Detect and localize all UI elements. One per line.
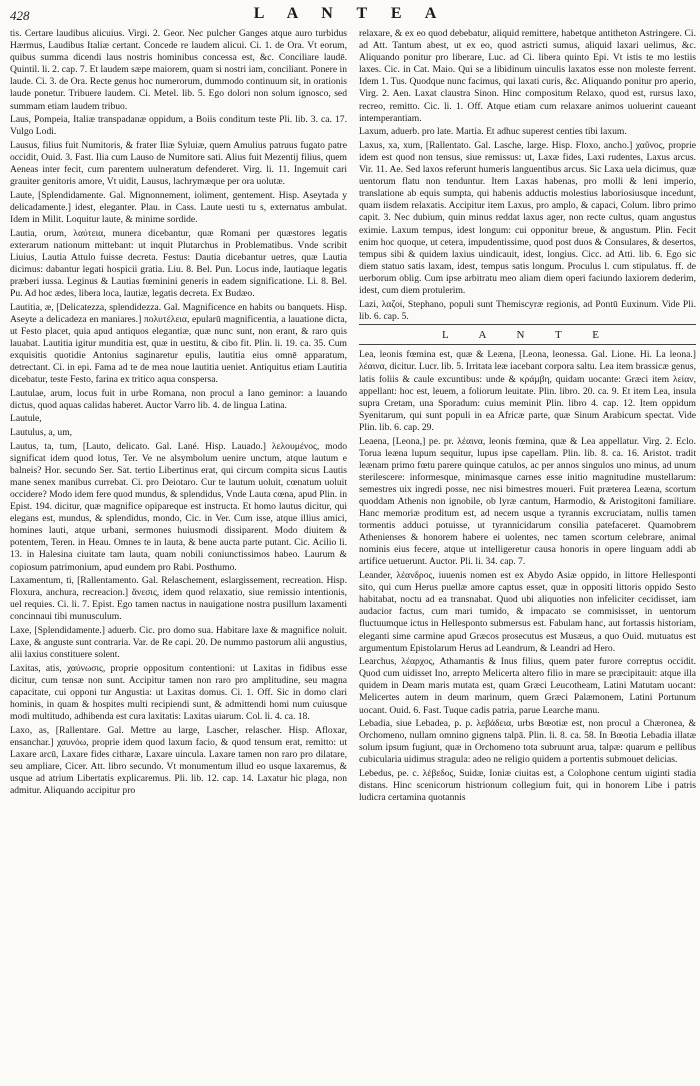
dictionary-entry: relaxare, & ex eo quod debebatur, aliquid remittere, habetque antitheton Astringere. Ci. ad Att. Tantum abest, ut ex eo, quod astricti sumus, aliquid laxari uelimus, &c. Aliquando ponitur pro liberare, Luc. ad Ci. libera quinto Epi. Vt istis te mo lestiis laxes. Cic. in Cat. Maio. Qui se a libidinum uinculis laxatos esse non moleste ferrent. Idem 1. Tus. Quodque nunc facimus, qui laxati curis, &c. Aliquando ponitur pro aperio, Virg. 2. Aen. Laxat claustra Sinon. Hinc compositum Relaxo, quod est, rursus laxo, recreo, remitto. Cic. li. 1. Off. Atque etiam cum relaxare animos uoluerint caueant intemperantiam. [359, 28, 696, 124]
right-column [359, 28, 696, 1078]
dictionary-entry: Laxum, aduerb. pro late. Martia. Et adhuc superest centies tibi laxum. [359, 126, 627, 138]
text-columns [10, 28, 696, 1078]
dictionary-entry: Lautitia, æ, [Delicatezza, splendidezza. Gal. Magnificence en habits ou banquets. Hisp. Aseyte a delicadeza en maniares.] πολυτέλεια, epularū magnificentia, a lauatione dicta, ut Festo placet, quia apud antiquos elegantiæ, quæ nunc sunt, non erant, & raro quis lauabat. Lautitia igitur munditia est, quæ in uestitu, & cibo fit. Plin. li. 19. ca. 35. Cum exquisitis quotidie Antonius saginaretur epulis, lautitia eius omnē apparatum, detrectant. Ci. in epi. Fama ad te de mea noue lautitia ueniet. Antiquitus etiam Lautitia dicebatur, teste Festo, farina ex tritico aqua conspersa. [10, 301, 347, 386]
section-heading: L A N T E [441, 329, 614, 342]
page-number: 428 [10, 8, 30, 23]
dictionary-entry: Lautia, orum, λαύτεια, munera dicebantur, quæ Romani per quæstores legatis exterarum nationum mittebant: ut inquit Plutarchus in Problematibus. Vnde scribit Liuius, Lautia Attulo fuisse decreta. Festus: Dautia dicebantur uetres, quæ Lautia dicimus: dabantur legati hospicii gratia. Liu. 8. Bel. Pun. Locus inde, lautiaque legatis præberi iussa. Leginus & Lautias fœminini generis in eadem significatione. Li. 8. Bel. Pu. Ad hoc ædes, libera loca, lautiæ, legatis decreta. Ex Budæo. [10, 227, 347, 299]
dictionary-entry: Lausus, filius fuit Numitoris, & frater Iliæ Syluiæ, quem Amulius patruus fugato patre occidit, Ouid. 3. Fast. Ilia cum Lauso de Numitore sati. Alius fuit Mezentij filius, quem Aeneas inter fecit, cum parentem uulneratum defenderet. Virg. li. 11. Ingemuit cari grauiter genitoris amore, Vt uidit, Lausus, lachrymæque per ora uolutæ. [10, 139, 347, 188]
dictionary-entry: Laxamentum, ti, [Rallentamento. Gal. Relaschement, eslargissement, recreation. Hisp. Floxura, anchura, recreacion.] ἄνεσις, idem quod relaxatio, siue remissio intentionis, uel requies. Ci. li. 7. Epist. Ego tamen nactus in nauigatione nostra pusillum laxamenti concinnaui tibi munusculum. [10, 575, 347, 623]
dictionary-entry: Lautus, ta, tum, [Lauto, delicato. Gal. Lané. Hisp. Lauado.] λελουμένος, modo significat idem quod lotus, Ter. Ve ne alsymbolum uenire unctum, atque lautum e balneis? Hor. secundo Ser. Sat. tertio Libertinus erat, qui circum compita sicus Lautis mane senex manibus currebat. Ci. pro Deiotaro. Cur te lautum uoluit, cœnatum uoluit occidere? Modo idem fere quod mundus, & splendidus, Vnde Lauta cœna, apud Plin. in Epist. 194. dicitur, quæ magnifice opipareque est instructa. Et homo lautus dicitur, qui elegans est, mundus, & splendidus, mondo, Cic. in Ver. Cum isse, atque illius amici, homines lauti, atque urbani, sermones huiusmodi dissiparent. Modo diuitem & potentem, Teren. in Heau. Omnes te in lauta, & bene aucta parte putant. Cic. Acilio li. 13. in Halesina ciuitate tam lauta, quam nobili coniunctissimos habeo. Laurum & copiosum patrimonium, apud eundem pro Rabi. Posthumo. [10, 440, 347, 573]
dictionary-entry: Learchus, λέαρχος, Athamantis & Inus filius, quem pater furore correptus occidit. Quod cum uidisset Ino, arrepto Melicerta altero filio in mare se præcipitauit: atque illa quidem in Deam maris mutata est, quam Græci Leucotheam, Latini Matutam uocant: Melicertes autem in deum marinum, quem Græci Palæmonem, Latini Portunum uocant. Ouid. 6. Fast. Tuque cadis patria, parue Learche manu. [359, 656, 696, 716]
dictionary-entry: Laxitas, atis, χαύνωσις, proprie oppositum contentioni: ut Laxitas in fidibus esse dicitur, cum tensæ non sunt. Accipitur tamen non raro pro amplitudine, seu magna capacitate, cui opponi tur Angustia: ut Laxitas domus. Ci. 1. Off. Sic in domo clari hominis, in quam & hospites multi recipiendi sunt, & admittendi homi num cuiusque modi multitudo, adhibenda est cura laxitatis: Laxitas uiarum. Col. li. 4. ca. 18. [10, 662, 347, 723]
dictionary-entry: Lazi, λαζοί, Stephano, populi sunt Themiscyræ regionis, ad Pontū Euxinum. Vide Pli. lib. 6. cap. 5. [359, 298, 696, 322]
dictionary-entry: Laxo, as, [Rallentare. Gal. Mettre au large, Lascher, relascher. Hisp. Afloxar, ensanchar.] χαυνόω, proprie idem quod laxum facio, & quod tensum erat, remitto: ut Laxare arcū, Laxare fides citharæ, Laxare uincula. Laxare tamen non raro pro dilatare, seu ampliare, Cicer. Att. libro secundo. Vt monumentum illud eo usque laxaremus, & usque ad atrium Libertatis explicaremus. Pli. lib. 12. cap. 14. Laxatur hic plaga, non admitur. Aliquando accipitur pro [10, 724, 347, 797]
dictionary-entry: Lebedus, pe. c. λέβεδος, Suidæ, Ioniæ ciuitas est, a Colophone centum uiginti stadia distans. Hinc scenicorum histrionum collegium fuit, qui in honorem Libe i patris ludicra certamina quotannis [359, 768, 696, 804]
section-divider [359, 344, 696, 345]
running-head: L A N T E A [253, 5, 447, 22]
dictionary-entry: tis. Certare laudibus alicuius. Virgi. 2. Geor. Nec pulcher Ganges atque auro turbidus Hærmus, Laudibus Italiæ certant. Concede re laudem alicui. Ci. 1. de Ora. Vt eorum, quibus summa dicendi laus nostris hominibus concessa est, &c. Conciliare laudē. Quintil. li. 2. cap. 7. Et laudem sæpe maiorem, quam si nostri iam, conciliant. Ponere in laude. Ci. 3. de Ora. Recte genus hoc numerorum, dummodo continuum sit, in orationis laude ponetur. Tribuere laudem. Ci. Metel. lib. 5. Ego dolori non solum ignosco, sed summam etiam laudem tribuo. [10, 28, 347, 112]
section-divider [359, 324, 696, 325]
dictionary-entry: Laxus, xa, xum, [Rallentato. Gal. Lasche, large. Hisp. Floxo, ancho.] χαῦνος, proprie idem est quod non tensus, siue remissus: ut, Laxæ fides, Laxi rudentes, Laxus arcus. Vir. 11. Ae. Sed laxos referunt humeris languentibus arcus. Sic Laxa uela dicimus, quæ uentorum flatu non tenduntur. Item Laxas habenas, pro molli & leni imperio, translatione ab equis sumpta, qui habenis adductis molestius laboriosiusque incedunt, quam iisdem relaxatis. Accipitur item Laxus, pro amplo, & capaci, Colum. libro primo capit. 3. Nec dubium, quin minus reddat laxus ager, non recte cultus, quam angustus eximie. Laxum tempus, idest longum: cui opponitur breue, & angustum. Plin. Fecit enim hoc quoque, ut cetera, impudentissime, quod post duos & Consulares, & desertos, tempus sibi & quidem laxius uindicauit, idest, longius. Cicc. ad Atti. lib. 6. Ego sic diem statuo satis laxam, idest, tempus satis longum. Proculus l. cum stipulatus. ff. de uerborum oblig. Cum ipse arbitratu meo aliam diem operi faciundo laxiorem dederim, idest, cum diem protulerim. [359, 139, 696, 296]
dictionary-entry: Lautulae, arum, locus fuit in urbe Romana, non procul a Iano geminor: a lauando dictus, quod aquas calidas haberet. Auctor Varro lib. 4. de lingua Latina. [10, 387, 347, 411]
left-column [10, 28, 347, 1078]
page-header [0, 0, 700, 28]
dictionary-entry: Lebadia, siue Lebadea, p. p. λεβάδεια, urbs Bœotiæ est, non procul a Chæronea, & Orchomeno, nullam omnino gignens talpā. Plin. li. 8. ca. 58. In Bœotia Lebadia illatæ solum ipsum fugiunt, quæ in Orchomeno tota subruunt arua, talpæ: quarum e pellibus cubicularia uidimus stragula: adeo ne religio quidem a portentis submouet delicias. [359, 718, 696, 766]
dictionary-entry: Lautule, [10, 413, 42, 425]
dictionary-entry: Leaena, [Leona,] pe. pr. λέαινα, leonis fœmina, quæ & Lea appellatur. Virg. 2. Eclo. Torua leæna lupum sequitur, lupus ipse capellam. Plin. lib. 8. ca. 16. Aristot. tradit leænam primo fœtu parere quinque catulos, ac per annos singulos uno minus, ad unum sterilescere: informesque, minimasque carnes esse initio magnitudine mustellarum: semestres uix ingredi posse, nec nisi bimestres moueri. Fuit præterea Leæna, scortum quoddam Athenis non ignobile, ob lyræ cantum, Harmodio, & Aristogitoni familiare. Hanc memoriæ proditum est, ad necem usque a tyrannis excruciatam, nullis tamen tormentis adduci potuisse, ut tyrannicidarum consilia patefaceret. Quamobrem Athenienses & honorem habere ei uolentes, nec tamen scortum celebrare, animal nominis eius fecere, atque ut intelligeretur causa honoris in opere linguam addi ab artifice uetuerunt. Auctor. Pli. li. 34. cap. 7. [359, 435, 696, 568]
dictionary-entry: Leander, λέανδρος, iuuenis nomen est ex Abydo Asiæ oppido, in littore Hellesponti sito, qui cum Herus puellæ amore captus esset, quæ in oppositi littoris oppido Sesto habitabat, noctu ad ea transnabat. Quod ubi aliquoties non infeliciter cecidisset, iam audacior factus, cum mari tumido, & impacato se commisisset, in uentorum fluctuumque ictus in Hellesponto submersus est. Fabulam hanc, aut fortassis historiam, eleganti sime carmine apud Græcos prosecutus est Musæus, a quo Ouid. mutuatus est argumentum Epistolarum Herus ad Leandrum, & Leandri ad Hero. [359, 570, 696, 654]
dictionary-entry: Lautulus, a, um, [10, 427, 73, 438]
dictionary-entry: Laute, [Splendidamente. Gal. Mignonnement, ioliment, gentement. Hisp. Aseytada y delicadamente.] idest, eleganter. Plau. in Cass. Laute uesti tu s, externatus ambulat. Idem in Milit. Loquitur laute, & minime sordide. [10, 189, 347, 225]
dictionary-entry: Laxe, [Splendidamente.] aduerb. Cic. pro domo sua. Habitare laxe & magnifice noluit. Laxe, & anguste sunt contraria. Var. de Re capi. 20. De nummo pastorum alii angustius, alii laxius constituere solent. [10, 625, 347, 661]
dictionary-entry: Lea, leonis fœmina est, quæ & Leæna, [Leona, leonessa. Gal. Lione. Hi. La leona.] λέαινα, dicitur. Lucr. lib. 5. Irritata leæ iacebant corpora saltu. Lea item brassicæ genus, latis foliis & caule excuntibus: unde & κράμβη, quidam uocante: Græci item λείαν, appellant: hoc est, leuem, a foliorum leuitate. Plin. libro. 20. ca. 9. Et item Lea, insula supra Cretam, una Sporadum: cuius meminit Plin. libro 4. cap. 12. Item oppidum Syenitarum, qui sunt populi in ea Africæ parte, quæ Sinum Arabicum spectat. Vide Plin. lib. 6. cap. 29. [359, 349, 696, 433]
dictionary-entry: Laus, Pompeia, Italiæ transpadanæ oppidum, a Boiis conditum teste Pli. lib. 3. ca. 17. Vulgo Lodi. [10, 114, 347, 138]
